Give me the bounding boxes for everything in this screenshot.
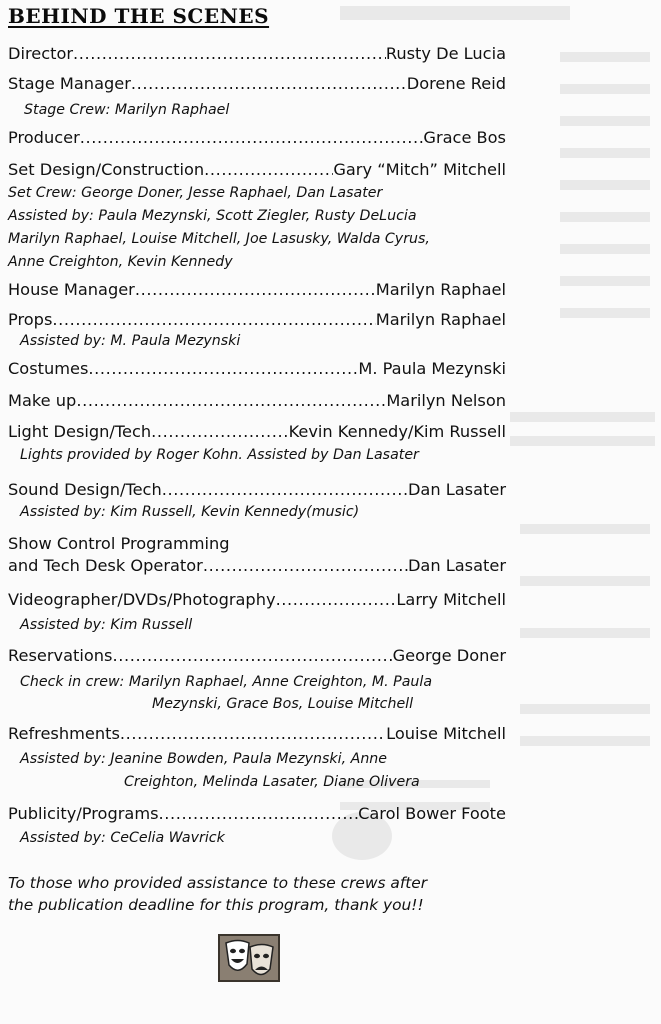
- theater-masks-icon: [218, 934, 280, 982]
- credit-role: and Tech Desk Operator: [8, 556, 203, 575]
- credit-role: Producer: [8, 128, 80, 147]
- dot-leader: [162, 480, 408, 499]
- set-assist-note-2: Marilyn Raphael, Louise Mitchell, Joe Lasusky, Walda Cyrus,: [8, 231, 430, 247]
- credit-name: Rusty De Lucia: [385, 44, 506, 63]
- credit-row-house-manager: [8, 280, 506, 304]
- sound-assist-note: Assisted by: Kim Russell, Kevin Kennedy(music): [20, 504, 360, 520]
- credit-row-set-design: [8, 160, 506, 184]
- credit-role: Props: [8, 310, 53, 329]
- dot-leader: [76, 391, 386, 410]
- credit-name: Larry Mitchell: [396, 590, 506, 609]
- credit-name: Dan Lasater: [407, 480, 506, 499]
- thank-you-line-1: To those who provided assistance to these crews after: [8, 874, 428, 892]
- dot-leader: [151, 422, 288, 441]
- credit-row-reservations: [8, 646, 506, 670]
- dot-leader: [112, 646, 392, 665]
- set-crew-note: Set Crew: George Doner, Jesse Raphael, Dan Lasater: [8, 185, 383, 201]
- refresh-assist-note-1: Assisted by: Jeanine Bowden, Paula Mezynski, Anne: [20, 751, 388, 767]
- publicity-assist-note: Assisted by: CeCelia Wavrick: [20, 830, 225, 846]
- credit-name: George Doner: [392, 646, 506, 665]
- credit-name: Gary “Mitch” Mitchell: [333, 160, 506, 179]
- credit-name: Dan Lasater: [407, 556, 506, 575]
- credit-row-sound-design: [8, 480, 506, 504]
- credit-role: Costumes: [8, 359, 89, 378]
- credit-row-videographer: [8, 590, 506, 614]
- props-assist-note: Assisted by: M. Paula Mezynski: [20, 333, 241, 349]
- dot-leader: [135, 280, 376, 299]
- refresh-assist-note-2: Creighton, Melinda Lasater, Diane Olivera: [124, 774, 420, 790]
- credit-row-show-control: [8, 556, 506, 580]
- thank-you-note: [8, 872, 528, 916]
- dot-leader: [276, 590, 397, 609]
- dot-leader: [131, 74, 407, 93]
- credit-role: Reservations: [8, 646, 113, 665]
- dot-leader: [88, 359, 358, 378]
- page-heading: BEHIND THE SCENES: [8, 4, 270, 28]
- stage-crew-note: Stage Crew: Marilyn Raphael: [24, 102, 230, 118]
- credit-role: Sound Design/Tech: [8, 480, 162, 499]
- credit-row-publicity: [8, 804, 506, 828]
- credit-role: House Manager: [8, 280, 135, 299]
- dot-leader: [204, 160, 333, 179]
- credit-row-stage-manager: [8, 74, 506, 98]
- credit-row-costumes: [8, 359, 506, 383]
- credit-role: Set Design/Construction: [8, 160, 205, 179]
- dot-leader: [80, 128, 424, 147]
- lights-note: Lights provided by Roger Kohn. Assisted by Dan Lasater: [20, 447, 419, 463]
- credit-role: Videographer/DVDs/Photography: [8, 590, 276, 609]
- credit-row-director: [8, 44, 506, 68]
- credit-name: Louise Mitchell: [386, 724, 506, 743]
- credit-role: Light Design/Tech: [8, 422, 152, 441]
- credit-role: Publicity/Programs: [8, 804, 159, 823]
- credit-name: Carol Bower Foote: [358, 804, 506, 823]
- credit-name: Grace Bos: [423, 128, 506, 147]
- set-assist-note-3: Anne Creighton, Kevin Kennedy: [8, 254, 233, 270]
- credit-row-props: [8, 310, 506, 334]
- credit-role: Stage Manager: [8, 74, 131, 93]
- credit-role: Refreshments: [8, 724, 120, 743]
- checkin-note-1: Check in crew: Marilyn Raphael, Anne Creighton, M. Paula: [20, 674, 433, 690]
- credit-name: Marilyn Raphael: [375, 310, 506, 329]
- credit-name: Kevin Kennedy/Kim Russell: [288, 422, 506, 441]
- dot-leader: [159, 804, 359, 823]
- set-assist-note-1: Assisted by: Paula Mezynski, Scott Ziegler, Rusty DeLucia: [8, 208, 417, 224]
- credit-name: M. Paula Mezynski: [358, 359, 506, 378]
- credit-role: Show Control Programming: [8, 534, 230, 553]
- thank-you-line-2: the publication deadline for this program, thank you!!: [8, 896, 424, 914]
- dot-leader: [73, 44, 386, 63]
- video-assist-note: Assisted by: Kim Russell: [20, 617, 193, 633]
- credit-row-light-design: [8, 422, 506, 446]
- credit-row-producer: [8, 128, 506, 152]
- credit-role: Director: [8, 44, 74, 63]
- credit-name: Marilyn Raphael: [375, 280, 506, 299]
- dot-leader: [203, 556, 408, 575]
- checkin-note-2: Mezynski, Grace Bos, Louise Mitchell: [152, 696, 414, 712]
- credit-role: Make up: [8, 391, 77, 410]
- credit-row-make-up: [8, 391, 506, 415]
- credit-row-show-control-line1: [8, 534, 506, 558]
- dot-leader: [120, 724, 386, 743]
- credit-row-refreshments: [8, 724, 506, 748]
- credit-name: Marilyn Nelson: [386, 391, 506, 410]
- dot-leader: [52, 310, 375, 329]
- credit-name: Dorene Reid: [406, 74, 506, 93]
